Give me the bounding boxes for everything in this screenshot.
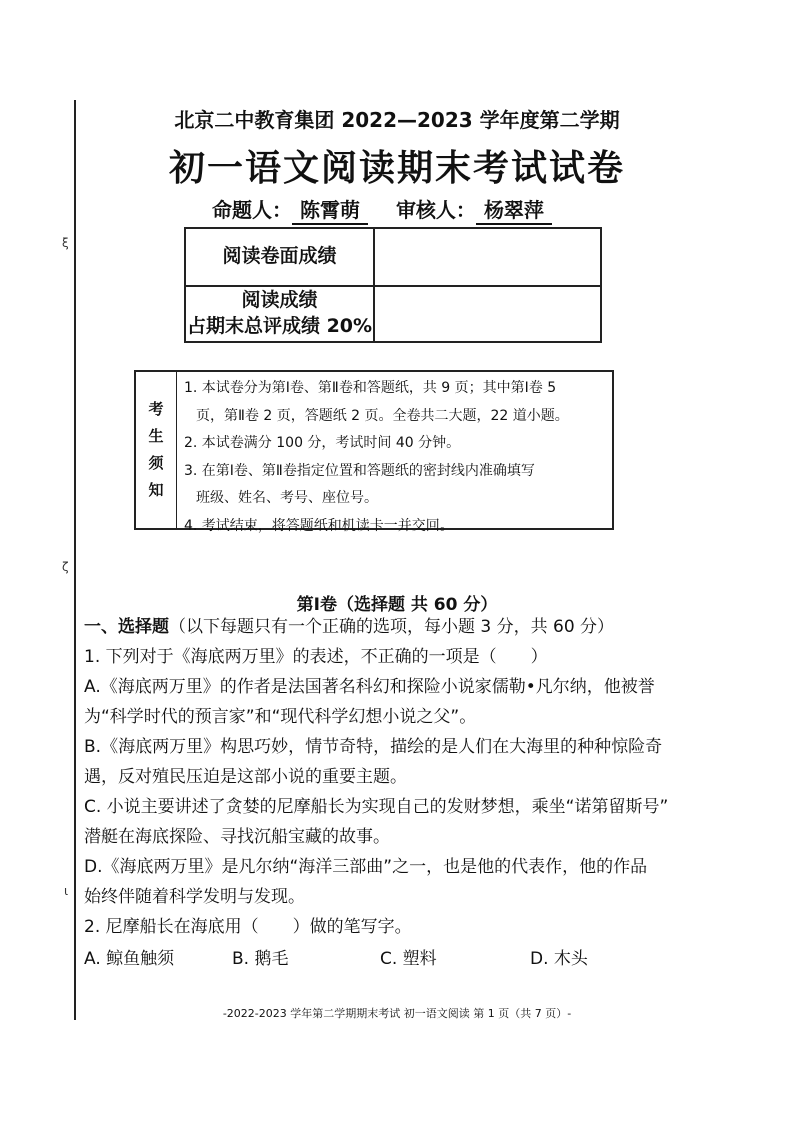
side-char: 考 — [148, 400, 164, 418]
option-a: A. 鲸鱼触须 — [84, 949, 175, 969]
author-label: 命题人： — [212, 198, 292, 222]
section-heading: 第Ⅰ卷（选择题 共 60 分） — [296, 595, 498, 615]
roles-line — [212, 194, 552, 225]
option-line: D.《海底两万里》是凡尔纳“海洋三部曲”之一，也是他的代表作，他的作品 — [84, 857, 648, 877]
option-d: D. 木头 — [530, 949, 588, 969]
part-desc: （以下每题只有一个正确的选项，每小题 3 分，共 60 分） — [169, 617, 615, 637]
notice-line: 1. 本试卷分为第Ⅰ卷、第Ⅱ卷和答题纸，共 9 页；其中第Ⅰ卷 5 — [184, 380, 557, 396]
notice-line: 4. 考试结束，将答题纸和机读卡一并交回。 — [184, 517, 454, 534]
reviewer-label: 审核人： — [395, 198, 476, 222]
side-char: 须 — [148, 454, 164, 472]
binding-margin-line — [74, 100, 76, 1020]
exam-title: 初一语文阅读期末考试试卷 — [168, 148, 625, 189]
reviewer-name: 杨翠萍 — [476, 194, 552, 225]
score-label-line2: 占期末总评成绩 20% — [186, 315, 373, 337]
option-line: 潜艇在海底探险、寻找沉船宝藏的故事。 — [84, 827, 390, 847]
notice-line: 3. 在第Ⅰ卷、第Ⅱ卷指定位置和答题纸的密封线内准确填写 — [184, 462, 535, 479]
option-line: B.《海底两万里》构思巧妙，情节奇特，描绘的是人们在大海里的种种惊险奇 — [84, 737, 663, 757]
part-heading — [84, 612, 684, 642]
option-line: 为“科学时代的预言家”和“现代科学幻想小说之父”。 — [84, 707, 477, 727]
score-label-line1: 阅读成绩 — [241, 289, 318, 312]
author-name: 陈霄萌 — [292, 194, 368, 225]
option-c: C. 塑料 — [380, 949, 437, 969]
notice-line: 页，第Ⅱ卷 2 页，答题纸 2 页。全卷共二大题，22 道小题。 — [196, 407, 569, 424]
score-row-label: 阅读卷面成绩 — [186, 229, 375, 285]
page-footer: -2022-2023 学年第二学期期末考试 初一语文阅读 第 1 页（共 7 页）- — [222, 1007, 572, 1020]
notice-side-label — [136, 372, 177, 528]
part-title: 一、选择题 — [84, 617, 169, 637]
notice-line: 2. 本试卷满分 100 分，考试时间 40 分钟。 — [184, 435, 461, 451]
option-b: B. 鹅毛 — [232, 949, 289, 969]
score-row-label — [186, 287, 375, 341]
score-row — [186, 229, 600, 287]
question-block — [84, 612, 684, 942]
school-line: 北京二中教育集团 2022—2023 学年度第二学期 — [174, 108, 620, 132]
exam-notice-box — [134, 370, 614, 534]
question-stem: 1. 下列对于《海底两万里》的表述，不正确的一项是（ ） — [84, 647, 548, 667]
margin-mark: ζ — [62, 560, 69, 574]
notice-items — [184, 375, 606, 540]
notice-line: 班级、姓名、考号、座位号。 — [196, 490, 378, 506]
margin-mark: ι — [64, 884, 69, 898]
side-char: 知 — [148, 481, 164, 499]
score-table — [184, 227, 602, 343]
option-line: A.《海底两万里》的作者是法国著名科幻和探险小说家儒勒•凡尔纳，他被誉 — [84, 677, 655, 697]
option-line: 遇，反对殖民压迫是这部小说的重要主题。 — [84, 767, 407, 787]
margin-mark: ξ — [62, 236, 69, 250]
option-line: C. 小说主要讲述了贪婪的尼摩船长为实现自己的发财梦想，乘坐“诺第留斯号” — [84, 797, 669, 817]
question-stem: 2. 尼摩船长在海底用（ ）做的笔写字。 — [84, 917, 412, 937]
option-line: 始终伴随着科学发明与发现。 — [84, 887, 305, 907]
score-row — [186, 287, 600, 341]
side-char: 生 — [148, 427, 164, 445]
